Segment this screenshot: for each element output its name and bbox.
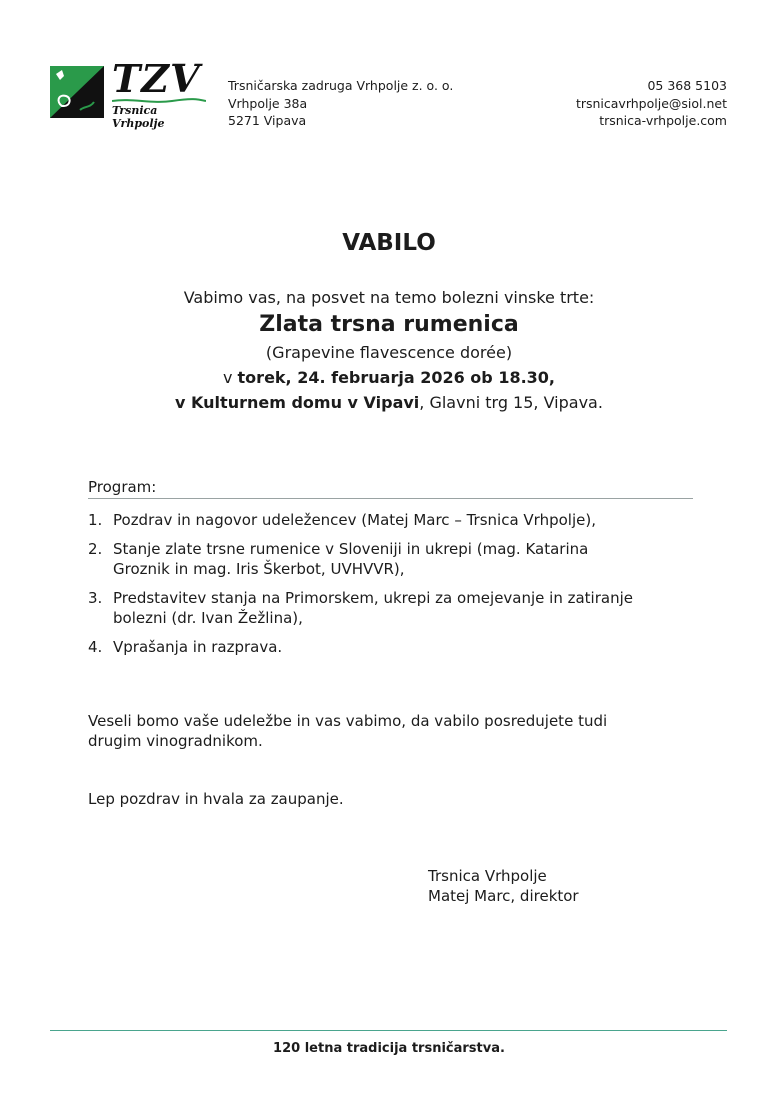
list-item bbox=[88, 539, 648, 579]
item-text: Stanje zlate trsne rumenice v Sloveniji in ukrepi (mag. Katarina Groznik in mag. Iris Škerbot, UVHVVR), bbox=[113, 540, 589, 578]
topic-title: Zlata trsna rumenica bbox=[259, 312, 519, 337]
item-number: 4. bbox=[88, 638, 103, 656]
company-name: Trsničarska zadruga Vrhpolje z. o. o. bbox=[228, 78, 454, 93]
list-item bbox=[88, 588, 648, 628]
logo-letters: TZV bbox=[112, 56, 201, 101]
company-logo bbox=[50, 56, 210, 130]
company-phone: 05 368 5103 bbox=[647, 78, 727, 93]
logo-emblem-icon bbox=[50, 66, 104, 118]
signature-block bbox=[428, 866, 579, 906]
invitation-intro bbox=[0, 285, 778, 415]
closing-greeting: Lep pozdrav in hvala za zaupanje. bbox=[88, 790, 344, 808]
item-text: Vprašanja in razprava. bbox=[113, 638, 283, 656]
event-date: torek, 24. februarja 2026 ob 18.30, bbox=[237, 368, 556, 387]
program-label: Program: bbox=[88, 478, 157, 496]
signature-person: Matej Marc, direktor bbox=[428, 887, 579, 905]
company-website[interactable]: trsnica-vrhpolje.com bbox=[599, 113, 727, 128]
company-email[interactable]: trsnicavrhpolje@siol.net bbox=[575, 95, 727, 111]
company-address bbox=[228, 77, 453, 130]
page-title: VABILO bbox=[342, 230, 436, 256]
list-item bbox=[88, 510, 648, 530]
topic-latin: (Grapevine flavescence dorée) bbox=[265, 343, 513, 362]
company-contacts bbox=[576, 77, 727, 130]
item-text: Pozdrav in nagovor udeležencev (Matej Marc – Trsnica Vrhpolje), bbox=[113, 511, 596, 529]
item-number: 3. bbox=[88, 589, 103, 607]
company-street: Vrhpolje 38a bbox=[228, 95, 308, 111]
program-list bbox=[88, 510, 648, 666]
company-city: 5271 Vipava bbox=[228, 113, 307, 128]
item-text: Predstavitev stanja na Primorskem, ukrepi za omejevanje in zatiranje bolezni (dr. Ivan Žežlina), bbox=[113, 589, 633, 627]
list-item bbox=[88, 637, 648, 657]
footer-tagline: 120 letna tradicija trsničarstva. bbox=[273, 1041, 505, 1056]
closing-paragraph: Veseli bomo vaše udeležbe in vas vabimo, da vabilo posredujete tudi drugim vinogradnikom. bbox=[88, 712, 608, 750]
event-address: , Glavni trg 15, Vipava. bbox=[419, 393, 603, 412]
event-venue-line bbox=[0, 390, 778, 415]
intro-line: Vabimo vas, na posvet na temo bolezni vinske trte: bbox=[183, 288, 595, 307]
item-number: 1. bbox=[88, 511, 103, 529]
item-number: 2. bbox=[88, 540, 103, 558]
logo-tagline: Trsnica Vrhpolje bbox=[112, 104, 165, 130]
footer-divider bbox=[50, 1030, 727, 1031]
event-venue: v Kulturnem domu v Vipavi bbox=[175, 393, 420, 412]
date-prefix: v bbox=[222, 368, 238, 387]
event-date-line bbox=[0, 365, 778, 390]
program-divider bbox=[88, 498, 693, 499]
signature-org: Trsnica Vrhpolje bbox=[428, 867, 547, 885]
